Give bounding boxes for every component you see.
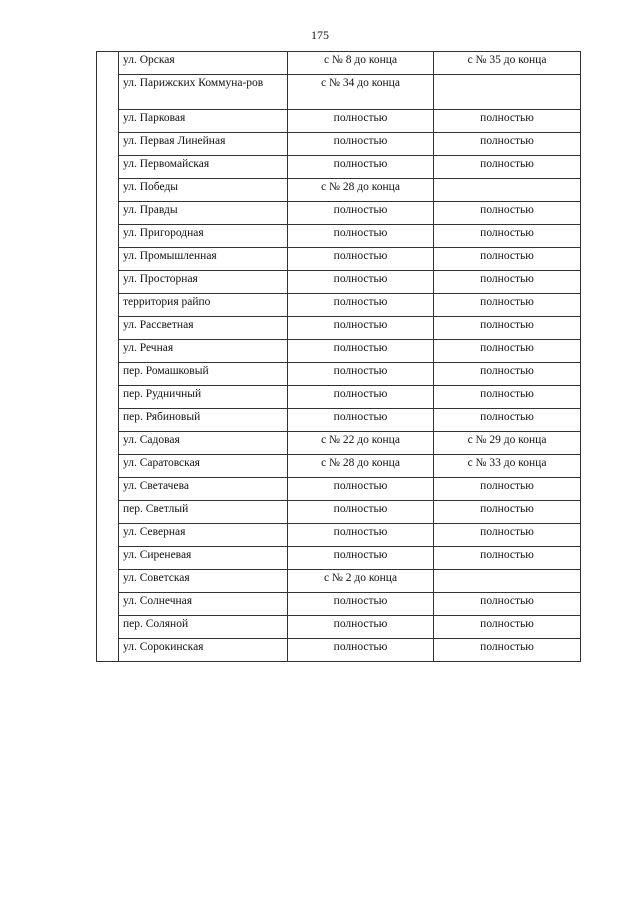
- street-name-cell: пер. Светлый: [119, 501, 288, 524]
- even-range-cell: с № 28 до конца: [288, 455, 434, 478]
- table-row: [97, 340, 581, 363]
- table-row: [97, 271, 581, 294]
- odd-range-cell: полностью: [434, 225, 581, 248]
- odd-range-cell: полностью: [434, 156, 581, 179]
- odd-range-cell: [434, 75, 581, 110]
- even-range-cell: полностью: [288, 616, 434, 639]
- odd-range-cell: [434, 179, 581, 202]
- even-range-cell: полностью: [288, 110, 434, 133]
- table-row: [97, 501, 581, 524]
- odd-range-cell: [434, 570, 581, 593]
- street-name-cell: ул. Победы: [119, 179, 288, 202]
- odd-range-cell: полностью: [434, 639, 581, 662]
- table-row: [97, 317, 581, 340]
- street-name-cell: ул. Пригородная: [119, 225, 288, 248]
- odd-range-cell: полностью: [434, 409, 581, 432]
- even-range-cell: с № 34 до конца: [288, 75, 434, 110]
- even-range-cell: полностью: [288, 639, 434, 662]
- street-table-body: [97, 52, 581, 662]
- odd-range-cell: полностью: [434, 501, 581, 524]
- street-name-cell: пер. Соляной: [119, 616, 288, 639]
- table-row: [97, 248, 581, 271]
- even-range-cell: с № 2 до конца: [288, 570, 434, 593]
- odd-range-cell: полностью: [434, 110, 581, 133]
- street-table: [96, 51, 581, 662]
- odd-range-cell: с № 29 до конца: [434, 432, 581, 455]
- even-range-cell: полностью: [288, 547, 434, 570]
- even-range-cell: полностью: [288, 202, 434, 225]
- street-name-cell: пер. Ромашковый: [119, 363, 288, 386]
- even-range-cell: полностью: [288, 156, 434, 179]
- street-name-cell: ул. Светачева: [119, 478, 288, 501]
- even-range-cell: полностью: [288, 294, 434, 317]
- table-row: [97, 570, 581, 593]
- odd-range-cell: полностью: [434, 248, 581, 271]
- table-row: [97, 110, 581, 133]
- odd-range-cell: полностью: [434, 294, 581, 317]
- street-name-cell: ул. Саратовская: [119, 455, 288, 478]
- street-name-cell: пер. Рудничный: [119, 386, 288, 409]
- odd-range-cell: полностью: [434, 340, 581, 363]
- odd-range-cell: полностью: [434, 478, 581, 501]
- table-row: [97, 639, 581, 662]
- even-range-cell: полностью: [288, 409, 434, 432]
- street-name-cell: ул. Просторная: [119, 271, 288, 294]
- street-name-cell: ул. Советская: [119, 570, 288, 593]
- table-row: [97, 547, 581, 570]
- street-name-cell: ул. Парижских Коммуна-ров: [119, 75, 288, 110]
- street-name-cell: ул. Орская: [119, 52, 288, 75]
- street-name-cell: ул. Первомайская: [119, 156, 288, 179]
- street-name-cell: территория райпо: [119, 294, 288, 317]
- table-row: [97, 478, 581, 501]
- table-row: [97, 409, 581, 432]
- even-range-cell: полностью: [288, 133, 434, 156]
- even-range-cell: с № 8 до конца: [288, 52, 434, 75]
- even-range-cell: полностью: [288, 501, 434, 524]
- street-name-cell: ул. Садовая: [119, 432, 288, 455]
- even-range-cell: полностью: [288, 478, 434, 501]
- street-name-cell: ул. Северная: [119, 524, 288, 547]
- even-range-cell: с № 22 до конца: [288, 432, 434, 455]
- odd-range-cell: с № 33 до конца: [434, 455, 581, 478]
- odd-range-cell: полностью: [434, 363, 581, 386]
- even-range-cell: полностью: [288, 317, 434, 340]
- table-row: [97, 75, 581, 110]
- street-name-cell: пер. Рябиновый: [119, 409, 288, 432]
- street-name-cell: ул. Солнечная: [119, 593, 288, 616]
- odd-range-cell: полностью: [434, 202, 581, 225]
- even-range-cell: полностью: [288, 225, 434, 248]
- street-name-cell: ул. Первая Линейная: [119, 133, 288, 156]
- table-row: [97, 156, 581, 179]
- blank-column-cell: [97, 52, 119, 662]
- table-row: [97, 52, 581, 75]
- table-row: [97, 593, 581, 616]
- odd-range-cell: с № 35 до конца: [434, 52, 581, 75]
- street-name-cell: ул. Сиреневая: [119, 547, 288, 570]
- even-range-cell: полностью: [288, 340, 434, 363]
- street-name-cell: ул. Сорокинская: [119, 639, 288, 662]
- street-name-cell: ул. Рассветная: [119, 317, 288, 340]
- table-row: [97, 363, 581, 386]
- even-range-cell: полностью: [288, 524, 434, 547]
- even-range-cell: полностью: [288, 271, 434, 294]
- even-range-cell: с № 28 до конца: [288, 179, 434, 202]
- odd-range-cell: полностью: [434, 593, 581, 616]
- odd-range-cell: полностью: [434, 133, 581, 156]
- street-name-cell: ул. Промышленная: [119, 248, 288, 271]
- street-name-cell: ул. Речная: [119, 340, 288, 363]
- odd-range-cell: полностью: [434, 317, 581, 340]
- table-row: [97, 133, 581, 156]
- table-row: [97, 455, 581, 478]
- table-row: [97, 179, 581, 202]
- table-row: [97, 386, 581, 409]
- table-row: [97, 432, 581, 455]
- odd-range-cell: полностью: [434, 616, 581, 639]
- street-name-cell: ул. Правды: [119, 202, 288, 225]
- table-row: [97, 616, 581, 639]
- odd-range-cell: полностью: [434, 547, 581, 570]
- odd-range-cell: полностью: [434, 524, 581, 547]
- table-row: [97, 202, 581, 225]
- page-number: 175: [311, 28, 329, 42]
- table-row: [97, 225, 581, 248]
- odd-range-cell: полностью: [434, 271, 581, 294]
- street-name-cell: ул. Парковая: [119, 110, 288, 133]
- table-row: [97, 524, 581, 547]
- even-range-cell: полностью: [288, 363, 434, 386]
- even-range-cell: полностью: [288, 593, 434, 616]
- table-row: [97, 294, 581, 317]
- even-range-cell: полностью: [288, 248, 434, 271]
- odd-range-cell: полностью: [434, 386, 581, 409]
- even-range-cell: полностью: [288, 386, 434, 409]
